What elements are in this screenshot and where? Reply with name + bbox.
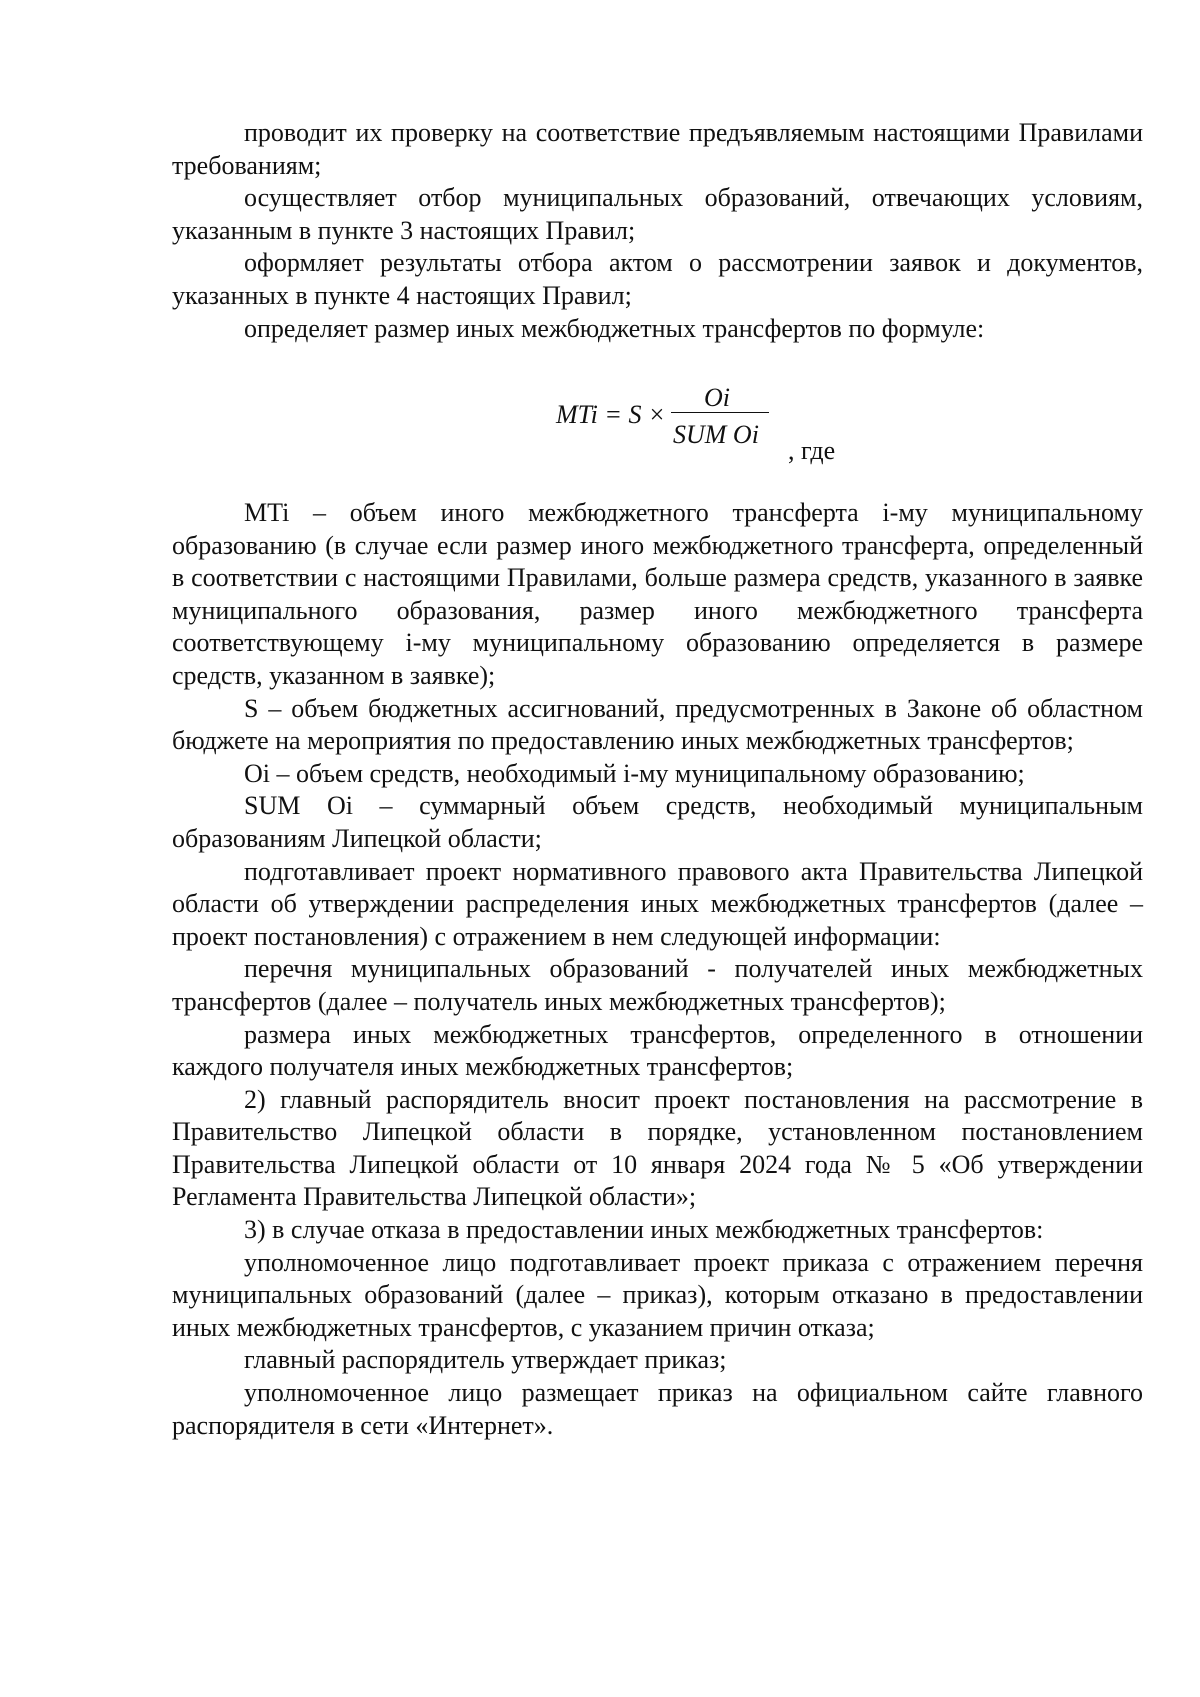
- fraction-bar: [671, 412, 769, 413]
- bottom-text-block: [172, 497, 1143, 1442]
- formula-numerator: Oi: [704, 383, 730, 412]
- paragraph: осуществляет отбор муниципальных образований, отвечающих условиям, указанным в пункте 3 настоящих Правил;: [172, 183, 1143, 245]
- paragraph: главный распорядитель утверждает приказ;: [244, 1345, 727, 1375]
- top-text-block: [172, 117, 1143, 345]
- paragraph: уполномоченное лицо размещает приказ на официальном сайте главного распорядителя в сети «Интернет».: [172, 1378, 1143, 1440]
- paragraph: Oi – объем средств, необходимый i-му муниципальному образованию;: [244, 758, 1025, 788]
- paragraph: проводит их проверку на соответствие предъявляемым настоящими Правилами требованиям;: [172, 118, 1143, 180]
- paragraph: S – объем бюджетных ассигнований, предусмотренных в Законе об областном бюджете на мероприятия по предоставлению иных межбюджетных трансфертов;: [172, 693, 1143, 756]
- paragraph: определяет размер иных межбюджетных трансфертов по формуле:: [244, 313, 985, 343]
- paragraph: 3) в случае отказа в предоставлении иных межбюджетных трансфертов:: [244, 1215, 1044, 1245]
- paragraph: уполномоченное лицо подготавливает проект приказа с отражением перечня муниципальных образований (далее – приказ), которым отказано в предоставлении иных межбюджетных трансфертов, с указанием причин отказа;: [172, 1247, 1143, 1342]
- paragraph: 2) главный распорядитель вносит проект постановления на рассмотрение в Правительство Липецкой области в порядке, установленном постановлением Правительства Липецкой области от 10 января 2024 года № 5 «Об утверждении Регламента Правительства Липецкой области»;: [172, 1084, 1143, 1212]
- formula-tail: , где: [788, 436, 836, 465]
- paragraph: оформляет результаты отбора актом о рассмотрении заявок и документов, указанных в пункте 4 настоящих Правил;: [172, 248, 1143, 310]
- formula-denominator: SUM Oi: [673, 420, 759, 449]
- formula-lhs: MTi = S ×: [556, 400, 666, 429]
- paragraph: размера иных межбюджетных трансфертов, определенного в отношении каждого получателя иных межбюджетных трансфертов;: [172, 1019, 1143, 1082]
- paragraph: MTi – объем иного межбюджетного трансферта i-му муниципальному образованию (в случае если размер иного межбюджетного трансферта, определенный в соответствии с настоящими Правилами, больше размера средств, указанного в заявке муниципального образования, размер иного межбюджетного трансферта соответствующему i-му муниципальному образованию определяется в размере средств, указанном в заявке);: [172, 498, 1143, 690]
- paragraph: перечня муниципальных образований - получателей иных межбюджетных трансфертов (далее – получатель иных межбюджетных трансфертов);: [172, 954, 1143, 1016]
- paragraph: подготавливает проект нормативного правового акта Правительства Липецкой области об утверждении распределения иных межбюджетных трансфертов (далее – проект постановления) с отражением в нем следующей информации:: [172, 856, 1143, 951]
- paragraph: SUM Oi – суммарный объем средств, необходимый муниципальным образованиям Липецкой области;: [172, 791, 1143, 853]
